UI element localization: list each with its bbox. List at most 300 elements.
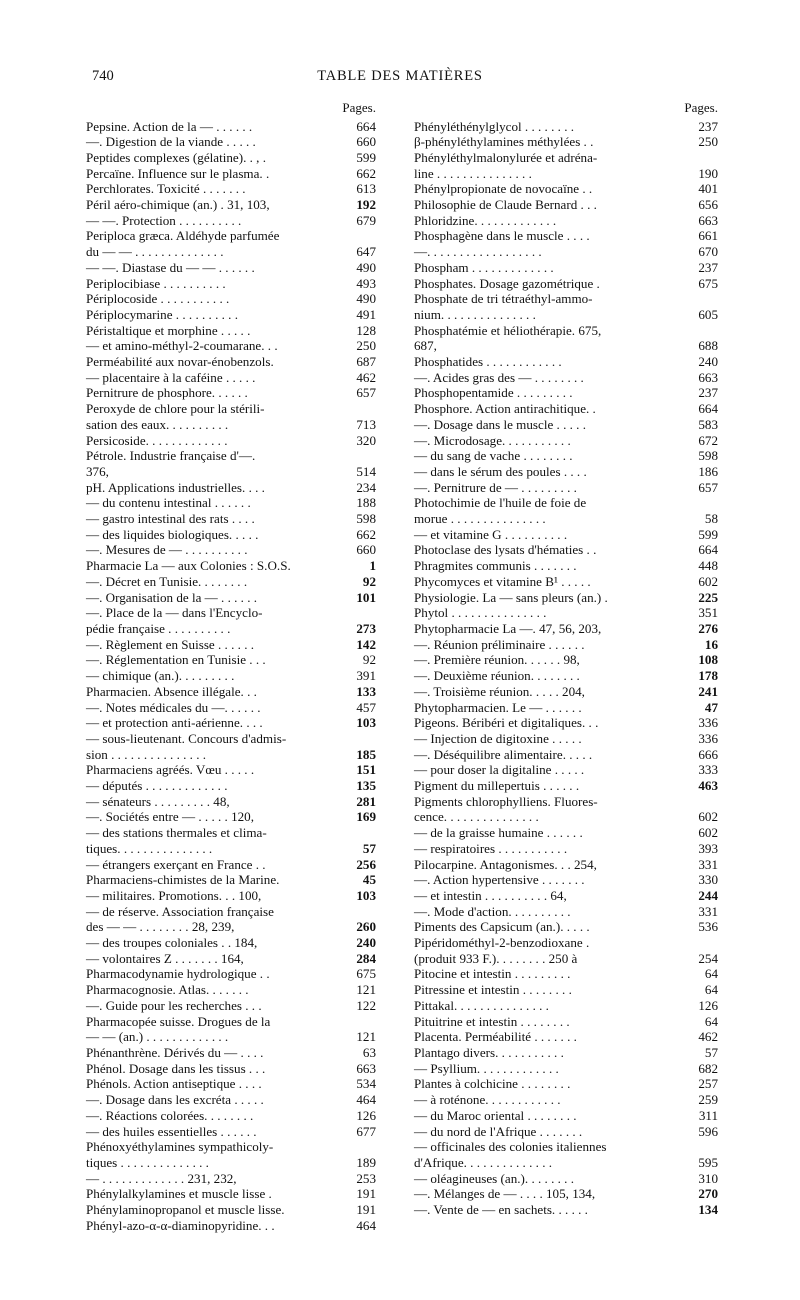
index-entry-text: Periplocibiase . . . . . . . . . . (86, 275, 226, 291)
index-entry (414, 228, 718, 244)
index-entry-text: — dans le sérum des poules . . . . (414, 463, 587, 479)
index-entry-text: Pitressine et intestin . . . . . . . . (414, 982, 572, 998)
index-entry-pages: 133 (356, 683, 376, 699)
index-entry (414, 1139, 718, 1170)
index-entry-text: Philosophie de Claude Bernard . . . (414, 197, 597, 213)
index-entry-text: Pittakal. . . . . . . . . . . . . . . (414, 997, 549, 1013)
index-entry-pages: 281 (356, 793, 376, 809)
index-entry-pages: 186 (698, 463, 718, 479)
index-entry-pages: 237 (698, 118, 718, 134)
index-entry (414, 417, 718, 433)
index-entry (414, 1076, 718, 1092)
index-entry-pages: 244 (698, 887, 718, 903)
index-entry-text: — du sang de vache . . . . . . . . (414, 448, 573, 464)
index-entry-text: Périplocoside . . . . . . . . . . . (86, 291, 230, 307)
index-entry (414, 825, 718, 841)
index-entry (86, 1092, 376, 1108)
index-entry (86, 872, 376, 888)
index-entry-pages: 598 (356, 511, 376, 527)
index-entry-pages: 126 (698, 997, 718, 1013)
index-entry-text: — et protection anti-aérienne. . . . (86, 715, 263, 731)
index-entry (86, 134, 376, 150)
index-entry (414, 244, 718, 260)
index-entry-pages: 310 (698, 1170, 718, 1186)
index-entry (414, 590, 718, 606)
index-entry-pages: 270 (698, 1186, 718, 1202)
index-entry-pages: 311 (698, 1107, 718, 1123)
index-entry-text: Pharmaciens agréés. Vœu . . . . . (86, 762, 255, 778)
index-entry-pages: 660 (356, 134, 376, 150)
index-entry-pages: 602 (698, 573, 718, 589)
index-entry-text: —. Deuxième réunion. . . . . . . . (414, 668, 580, 684)
index-entry (414, 919, 718, 935)
index-entry-text: — gastro intestinal des rats . . . . (86, 511, 255, 527)
index-entry (86, 1061, 376, 1077)
index-entry (86, 762, 376, 778)
index-entry-pages: 47 (704, 699, 718, 715)
index-entry-pages: 16 (704, 636, 718, 652)
index-entry (414, 966, 718, 982)
index-entry-text: Peptides complexes (gélatine). . , . (86, 149, 266, 165)
index-entry-pages: 595 (698, 1154, 718, 1170)
index-entry (414, 1108, 718, 1124)
index-entry-text: —. Vente de — en sachets. . . . . . (414, 1202, 588, 1218)
index-entry-text: Phytopharmacie La —. 47, 56, 203, (414, 621, 602, 636)
index-entry-text: — Psyllium. . . . . . . . . . . . . (414, 1060, 559, 1076)
index-column-left (86, 100, 376, 1233)
index-entry (86, 150, 376, 166)
index-entry-pages: 490 (356, 259, 376, 275)
index-entry-text: Phycomyces et vitamine B¹ . . . . . (414, 573, 591, 589)
index-entry (86, 935, 376, 951)
index-entry (414, 904, 718, 920)
index-entry-text: Pétrole. Industrie française d'—. 376, (86, 448, 256, 479)
index-entry-pages: 191 (356, 1202, 376, 1218)
index-entry-text: —. Pernitrure de — . . . . . . . . . (414, 479, 577, 495)
index-entry (414, 480, 718, 496)
index-entry (414, 558, 718, 574)
index-entry-pages: 330 (698, 872, 718, 888)
index-entry-pages: 464 (356, 1217, 376, 1233)
index-entry-pages: 250 (698, 134, 718, 150)
index-entry-text: Phosphagène dans le muscle . . . . (414, 228, 590, 244)
index-entry-pages: 647 (356, 244, 376, 260)
index-entry-text: —. Mesures de — . . . . . . . . . . (86, 542, 248, 558)
index-entry-text: Phénol. Dosage dans les tissus . . . (86, 1060, 266, 1076)
index-entry-pages: 151 (356, 762, 376, 778)
index-entry-pages: 134 (698, 1202, 718, 1218)
index-entry-pages: 490 (356, 291, 376, 307)
index-entry-pages: 602 (698, 809, 718, 825)
index-entry (414, 276, 718, 292)
index-entry (414, 1202, 718, 1218)
index-entry-pages: 457 (356, 699, 376, 715)
index-entry-pages: 336 (698, 715, 718, 731)
index-entry-pages: 666 (698, 746, 718, 762)
index-entry-pages: 92 (362, 652, 376, 668)
index-entry-pages: 192 (356, 197, 376, 213)
index-entry-text: Phospham . . . . . . . . . . . . . (414, 259, 554, 275)
index-entry (86, 323, 376, 339)
index-entry-text: Pepsine. Action de la — . . . . . . (86, 118, 253, 134)
index-entry (86, 590, 376, 606)
index-entry-pages: 401 (698, 181, 718, 197)
index-entry (414, 747, 718, 763)
index-entry-pages: 237 (698, 385, 718, 401)
pages-column-header: Pages. (684, 100, 718, 115)
index-entry-text: Phragmites communis . . . . . . . (414, 558, 577, 574)
index-entry-text: —. . . . . . . . . . . . . . . . . . (414, 244, 542, 260)
index-entry-text: — volontaires Z . . . . . . . 164, (86, 950, 244, 966)
index-entry-pages: 128 (356, 322, 376, 338)
index-entry-text: Pituitrine et intestin . . . . . . . . (414, 1013, 570, 1029)
index-entry-text: — Injection de digitoxine . . . . . (414, 730, 582, 746)
index-entry-text: — sous-lieutenant. Concours d'admis- sion . . . . . . . . . . . . . . . (86, 730, 287, 762)
index-entry-text: — officinales des colonies italiennes d'Afrique. . . . . . . . . . . . . . (414, 1139, 607, 1170)
index-entry-text: —. Mélanges de — . . . . 105, 134, (414, 1186, 596, 1202)
index-entry (86, 668, 376, 684)
index-entry-text: —. Déséquilibre alimentaire. . . . . (414, 746, 593, 762)
index-entry (414, 888, 718, 904)
index-entry (86, 998, 376, 1014)
index-entry-text: — et vitamine G . . . . . . . . . . (414, 526, 568, 542)
index-entry (414, 197, 718, 213)
index-entry-pages: 333 (698, 762, 718, 778)
index-entry (414, 385, 718, 401)
index-entry-pages: 514 (356, 463, 376, 479)
index-entry (86, 731, 376, 762)
index-entry-pages: 663 (698, 369, 718, 385)
index-entry (86, 1076, 376, 1092)
index-entry-text: —. Place de la — dans l'Encyclo- pédie française . . . . . . . . . . (86, 605, 263, 636)
index-entry-text: —. Microdosage. . . . . . . . . . . (414, 432, 571, 448)
index-entry-text: — placentaire à la caféine . . . . . (86, 369, 256, 385)
index-entry-pages: 234 (356, 479, 376, 495)
index-entry-text: Phosphore. Action antirachitique. . (414, 401, 596, 417)
index-entry (414, 857, 718, 873)
index-entry (86, 433, 376, 449)
index-entry-text: Photochimie de l'huile de foie de morue . . . . . . . . . . . . . . . (414, 495, 587, 527)
index-entry-pages: 463 (698, 778, 718, 794)
index-entry-pages: 101 (356, 589, 376, 605)
index-entry-text: Pigeons. Béribéri et digitaliques. . . (414, 715, 599, 731)
index-entry (414, 323, 718, 354)
index-entry (86, 794, 376, 810)
index-entry (86, 684, 376, 700)
index-entry (86, 1108, 376, 1124)
index-entry-text: Plantago divers. . . . . . . . . . . (414, 1044, 564, 1060)
index-entry-text: — des troupes coloniales . . 184, (86, 935, 258, 951)
index-entry (414, 291, 718, 322)
index-entry (414, 1092, 718, 1108)
index-entry (414, 542, 718, 558)
index-entry (414, 527, 718, 543)
index-entry-pages: 605 (698, 306, 718, 322)
index-entry-pages: 254 (698, 950, 718, 966)
index-entry-pages: 240 (698, 354, 718, 370)
index-entry (86, 307, 376, 323)
index-entry (86, 700, 376, 716)
index-entry (414, 668, 718, 684)
index-entry (414, 119, 718, 135)
index-entry-text: — chimique (an.). . . . . . . . . (86, 668, 235, 684)
index-entry (414, 652, 718, 668)
index-entry-pages: 57 (704, 1044, 718, 1060)
index-entry-pages: 713 (356, 416, 376, 432)
index-entry (414, 401, 718, 417)
index-entry (414, 605, 718, 621)
index-entry-pages: 657 (698, 479, 718, 495)
index-entry-pages: 1 (369, 558, 376, 574)
index-entry (414, 998, 718, 1014)
index-entry-pages: 126 (356, 1107, 376, 1123)
index-entry-pages: 284 (356, 950, 376, 966)
index-entry-pages: 240 (356, 935, 376, 951)
index-entry-pages: 663 (356, 1060, 376, 1076)
index-entry-pages: 602 (698, 825, 718, 841)
index-entry (86, 778, 376, 794)
index-entry-text: — et amino-méthyl-2-coumarane. . . (86, 338, 278, 354)
index-entry-text: —. Sociétés entre — . . . . . 120, (86, 809, 255, 825)
index-entry (414, 181, 718, 197)
index-entry-text: — et intestin . . . . . . . . . . 64, (414, 887, 567, 903)
index-entry-pages: 276 (698, 621, 718, 636)
index-entry-pages: 664 (356, 118, 376, 134)
index-entry (86, 370, 376, 386)
index-entry (86, 1171, 376, 1187)
index-entry-text: Photoclase des lysats d'hématies . . (414, 542, 597, 558)
index-entry-pages: 63 (362, 1044, 376, 1060)
index-entry-pages: 188 (356, 495, 376, 511)
index-entry (86, 166, 376, 182)
index-entry-text: — de réserve. Association française des — — . . . . . . . . 28, 239, (86, 903, 274, 935)
index-entry-pages: 670 (698, 244, 718, 260)
index-entry (414, 574, 718, 590)
index-entry (414, 448, 718, 464)
index-entry-text: — à roténone. . . . . . . . . . . . (414, 1092, 561, 1108)
index-entry-text: —. Décret en Tunisie. . . . . . . . (86, 573, 248, 589)
index-entry-text: —. Réunion préliminaire . . . . . . (414, 636, 585, 652)
index-entry-pages: 351 (698, 605, 718, 621)
index-entry-pages: 664 (698, 542, 718, 558)
index-entry-pages: 688 (698, 338, 718, 354)
index-entry-pages: 662 (356, 165, 376, 181)
index-entry-pages: 677 (356, 1123, 376, 1139)
index-entry-text: Péristaltique et morphine . . . . . (86, 322, 251, 338)
index-entry (86, 1218, 376, 1234)
index-entry-pages: 679 (356, 212, 376, 228)
index-entry-pages: 662 (356, 526, 376, 542)
index-entry-text: —. Mode d'action. . . . . . . . . . (414, 903, 571, 919)
index-entry-pages: 391 (356, 668, 376, 684)
index-entry (86, 982, 376, 998)
index-entry-text: — respiratoires . . . . . . . . . . . (414, 840, 568, 856)
index-entry (86, 511, 376, 527)
index-entry-text: Phosphopentamide . . . . . . . . . (414, 385, 573, 401)
index-entry-text: —. Acides gras des — . . . . . . . . (414, 369, 584, 385)
index-entry (86, 197, 376, 213)
index-entry-pages: 241 (698, 683, 718, 699)
index-entry-text: Pipéridométhyl-2-benzodioxane . (produit 933 F.). . . . . . . . 250 à (414, 935, 590, 966)
index-entry (414, 1171, 718, 1187)
index-entry-text: — des liquides biologiques. . . . . (86, 526, 259, 542)
index-entry-pages: 64 (704, 982, 718, 998)
index-entry (414, 872, 718, 888)
index-entry-text: —. Réactions colorées. . . . . . . . (86, 1107, 254, 1123)
index-entry-text: Phényléthylmalonylurée et adréna- line . . . . . . . . . . . . . . . (414, 149, 598, 181)
index-entry-text: Pharmacie La — aux Colonies : S.O.S. (86, 558, 291, 574)
index-entry-text: —. Digestion de la viande . . . . . (86, 134, 256, 150)
index-entry-text: Periploca græca. Aldéhyde parfumée du — — . . . . . . . . . . . . . . (86, 228, 280, 260)
index-entry-text: —. Dosage dans les excréta . . . . . (86, 1092, 264, 1108)
index-entry (86, 888, 376, 904)
index-entry (414, 354, 718, 370)
index-entry (86, 1014, 376, 1045)
index-column-right (414, 100, 718, 1218)
index-entry-text: — des huiles essentielles . . . . . . (86, 1123, 257, 1139)
index-entry-text: Pitocine et intestin . . . . . . . . . (414, 966, 571, 982)
index-entry-pages: 108 (698, 652, 718, 668)
index-entry (86, 857, 376, 873)
index-entry-text: Phosphate de tri tétraéthyl-ammo- nium. . . . . . . . . . . . . . . (414, 291, 593, 322)
index-entry-pages: 687 (356, 354, 376, 370)
index-entry-text: Pigments chlorophylliens. Fluores- cence. . . . . . . . . . . . . . . (414, 793, 598, 825)
index-entry-pages: 178 (698, 668, 718, 684)
index-entry (414, 495, 718, 526)
index-entry-pages: 536 (698, 919, 718, 935)
index-entry-text: — oléagineuses (an.). . . . . . . . (414, 1170, 574, 1186)
index-entry-text: Pernitrure de phosphore. . . . . . (86, 385, 248, 401)
index-entry-pages: 64 (704, 966, 718, 982)
index-entry-text: —. Action hypertensive . . . . . . . (414, 872, 585, 888)
page-number: 740 (92, 68, 114, 84)
index-entry-text: Percaïne. Influence sur le plasma. . (86, 165, 270, 181)
index-entry (414, 260, 718, 276)
index-entry (86, 119, 376, 135)
index-entry-pages: 142 (356, 636, 376, 652)
index-entry-pages: 613 (356, 181, 376, 197)
index-entry-pages: 598 (698, 448, 718, 464)
index-entry (86, 495, 376, 511)
index-entry-pages: 331 (698, 856, 718, 872)
index-entry-pages: 185 (356, 746, 376, 762)
index-entry (414, 1124, 718, 1140)
index-entry-text: — des stations thermales et clima- tiques. . . . . . . . . . . . . . . (86, 825, 267, 856)
index-entry (414, 700, 718, 716)
index-entry-pages: 599 (356, 149, 376, 165)
index-entry-pages: 663 (698, 212, 718, 228)
index-entry (414, 794, 718, 825)
index-entry-text: Phényl-azo-α-α-diaminopyridine. . . (86, 1217, 275, 1233)
index-entry-text: Périplocymarine . . . . . . . . . . (86, 306, 239, 322)
index-entry-pages: 253 (356, 1170, 376, 1186)
index-entry (86, 558, 376, 574)
index-entry-pages: 121 (356, 982, 376, 998)
index-entry (86, 542, 376, 558)
index-entry-text: Phénoxyéthylamines sympathicoly- tiques . . . . . . . . . . . . . . (86, 1139, 274, 1170)
index-entry-pages: 225 (698, 589, 718, 605)
index-entry (86, 1202, 376, 1218)
index-entry (414, 370, 718, 386)
index-entry-pages: 250 (356, 338, 376, 354)
index-entry-pages: 135 (356, 778, 376, 794)
index-entry-text: Pharmacognosie. Atlas. . . . . . . (86, 982, 249, 998)
index-entry (86, 1045, 376, 1061)
index-entry-text: Phloridzine. . . . . . . . . . . . . (414, 212, 557, 228)
index-entry-text: Pigment du millepertuis . . . . . . (414, 778, 580, 794)
index-entry-text: Phosphates. Dosage gazométrique . (414, 275, 600, 291)
index-entry (86, 448, 376, 479)
index-entry (414, 935, 718, 966)
index-entry-text: Péril aéro-chimique (an.) . 31, 103, (86, 197, 270, 213)
index-entry (414, 134, 718, 150)
index-entry (86, 652, 376, 668)
index-entry-text: Perméabilité aux novar-énobenzols. (86, 354, 274, 370)
index-entry (86, 825, 376, 856)
index-entry-text: Phénylpropionate de novocaïne . . (414, 181, 593, 197)
index-entry (414, 731, 718, 747)
index-entry-text: Phénylaminopropanol et muscle lisse. (86, 1202, 285, 1218)
index-entry-text: — pour doser la digitaline . . . . . (414, 762, 585, 778)
index-entry (414, 150, 718, 181)
index-entry-pages: 259 (698, 1092, 718, 1108)
index-entry (86, 291, 376, 307)
index-entry-pages: 534 (356, 1076, 376, 1092)
index-entry-text: Physiologie. La — sans pleurs (an.) . (414, 589, 608, 605)
index-entry-pages: 45 (362, 872, 376, 888)
index-entry (86, 480, 376, 496)
index-entry-text: —. Guide pour les recherches . . . (86, 997, 262, 1013)
index-entry-text: Pharmacodynamie hydrologique . . (86, 966, 270, 982)
index-entry (414, 433, 718, 449)
index-entry-pages: 57 (362, 840, 376, 856)
index-entry (86, 637, 376, 653)
index-entry-pages: 464 (356, 1092, 376, 1108)
index-entry-pages: 656 (698, 197, 718, 213)
index-entry-pages: 273 (356, 621, 376, 636)
index-entry-text: — sénateurs . . . . . . . . . 48, (86, 793, 230, 809)
index-entry-pages: 92 (362, 573, 376, 589)
index-entry-pages: 599 (698, 526, 718, 542)
index-entry-text: —. Réglementation en Tunisie . . . (86, 652, 266, 668)
index-entry-text: Phényléthénylglycol . . . . . . . . (414, 118, 575, 134)
index-entry (414, 621, 718, 637)
index-entry-text: —. Règlement en Suisse . . . . . . (86, 636, 255, 652)
index-entry (86, 1124, 376, 1140)
index-entry-pages: 331 (698, 903, 718, 919)
index-entry (414, 1045, 718, 1061)
index-entry (414, 762, 718, 778)
index-entry-pages: 672 (698, 432, 718, 448)
index-entry-text: Perchlorates. Toxicité . . . . . . . (86, 181, 246, 197)
index-entry-text: —. Première réunion. . . . . . 98, (414, 652, 580, 668)
index-entry-text: —. Troisième réunion. . . . . 204, (414, 683, 585, 699)
index-entry-text: Pharmacopée suisse. Drogues de la — — (an.) . . . . . . . . . . . . . (86, 1013, 271, 1045)
index-entry (86, 574, 376, 590)
index-entry-text: — —. Protection . . . . . . . . . . (86, 212, 242, 228)
index-entry-text: β-phényléthylamines méthylées . . (414, 134, 594, 150)
index-entry-pages: 103 (356, 715, 376, 731)
index-entry (86, 1186, 376, 1202)
index-entry-pages: 237 (698, 259, 718, 275)
index-entry (86, 951, 376, 967)
index-entry (414, 684, 718, 700)
index-entry-pages: 256 (356, 856, 376, 872)
index-entry-pages: 103 (356, 887, 376, 903)
running-header (0, 68, 800, 90)
index-entry-text: Placenta. Perméabilité . . . . . . . (414, 1029, 577, 1045)
index-entry-pages: 121 (356, 1029, 376, 1045)
